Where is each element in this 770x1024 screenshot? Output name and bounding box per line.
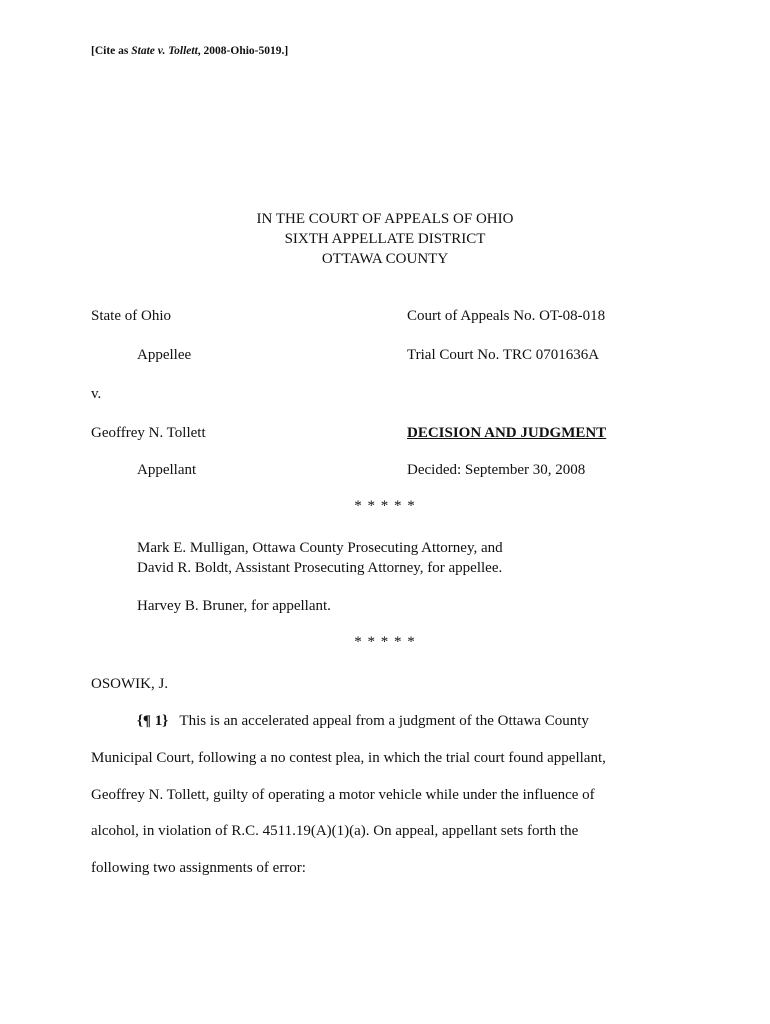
separator-1: * * * * * [354,498,416,514]
counsel-appellant: Harvey B. Bruner, for appellant. [137,598,331,614]
counsel-line-2: David R. Boldt, Assistant Prosecuting Attorney, for appellee. [137,560,503,576]
paragraph-text-1: This is an accelerated appeal from a judgment of the Ottawa County [179,713,589,729]
decided-date: Decided: September 30, 2008 [407,462,586,478]
county-name: OTTAWA COUNTY [321,251,449,267]
citation-header [91,45,288,57]
separator-2: * * * * * [354,634,416,650]
counsel-appellee [137,538,503,578]
trial-court-number: Trial Court No. TRC 0701636A [407,347,600,363]
party-defendant-role: Appellant [137,462,197,478]
appellate-district: SIXTH APPELLATE DISTRICT [284,231,486,247]
paragraph-line-2: Municipal Court, following a no contest plea, in which the trial court found appellant, [91,750,606,766]
paragraph-line-5: following two assignments of error: [91,860,306,876]
versus: v. [91,386,102,402]
appeals-number: Court of Appeals No. OT-08-018 [407,308,606,324]
party-state-role: Appellee [137,347,192,363]
party-defendant: Geoffrey N. Tollett [91,425,206,441]
decision-title: DECISION AND JUDGMENT [407,425,607,441]
paragraph-marker: {¶ 1} [137,713,169,729]
cite-case-name: State v. Tollett [131,45,198,57]
judge-name: OSOWIK, J. [91,676,169,692]
counsel-line-1: Mark E. Mulligan, Ottawa County Prosecuting Attorney, and [137,540,503,556]
paragraph-line-3: Geoffrey N. Tollett, guilty of operating a motor vehicle while under the influence of [91,787,595,803]
court-name: IN THE COURT OF APPEALS OF OHIO [256,211,514,227]
paragraph-line-1 [137,712,589,730]
court-header [0,209,770,269]
party-state: State of Ohio [91,308,171,324]
paragraph-line-4: alcohol, in violation of R.C. 4511.19(A)(1)(a). On appeal, appellant sets forth the [91,823,579,839]
cite-suffix: , 2008-Ohio-5019.] [197,45,289,57]
cite-prefix: [Cite as [91,45,132,57]
